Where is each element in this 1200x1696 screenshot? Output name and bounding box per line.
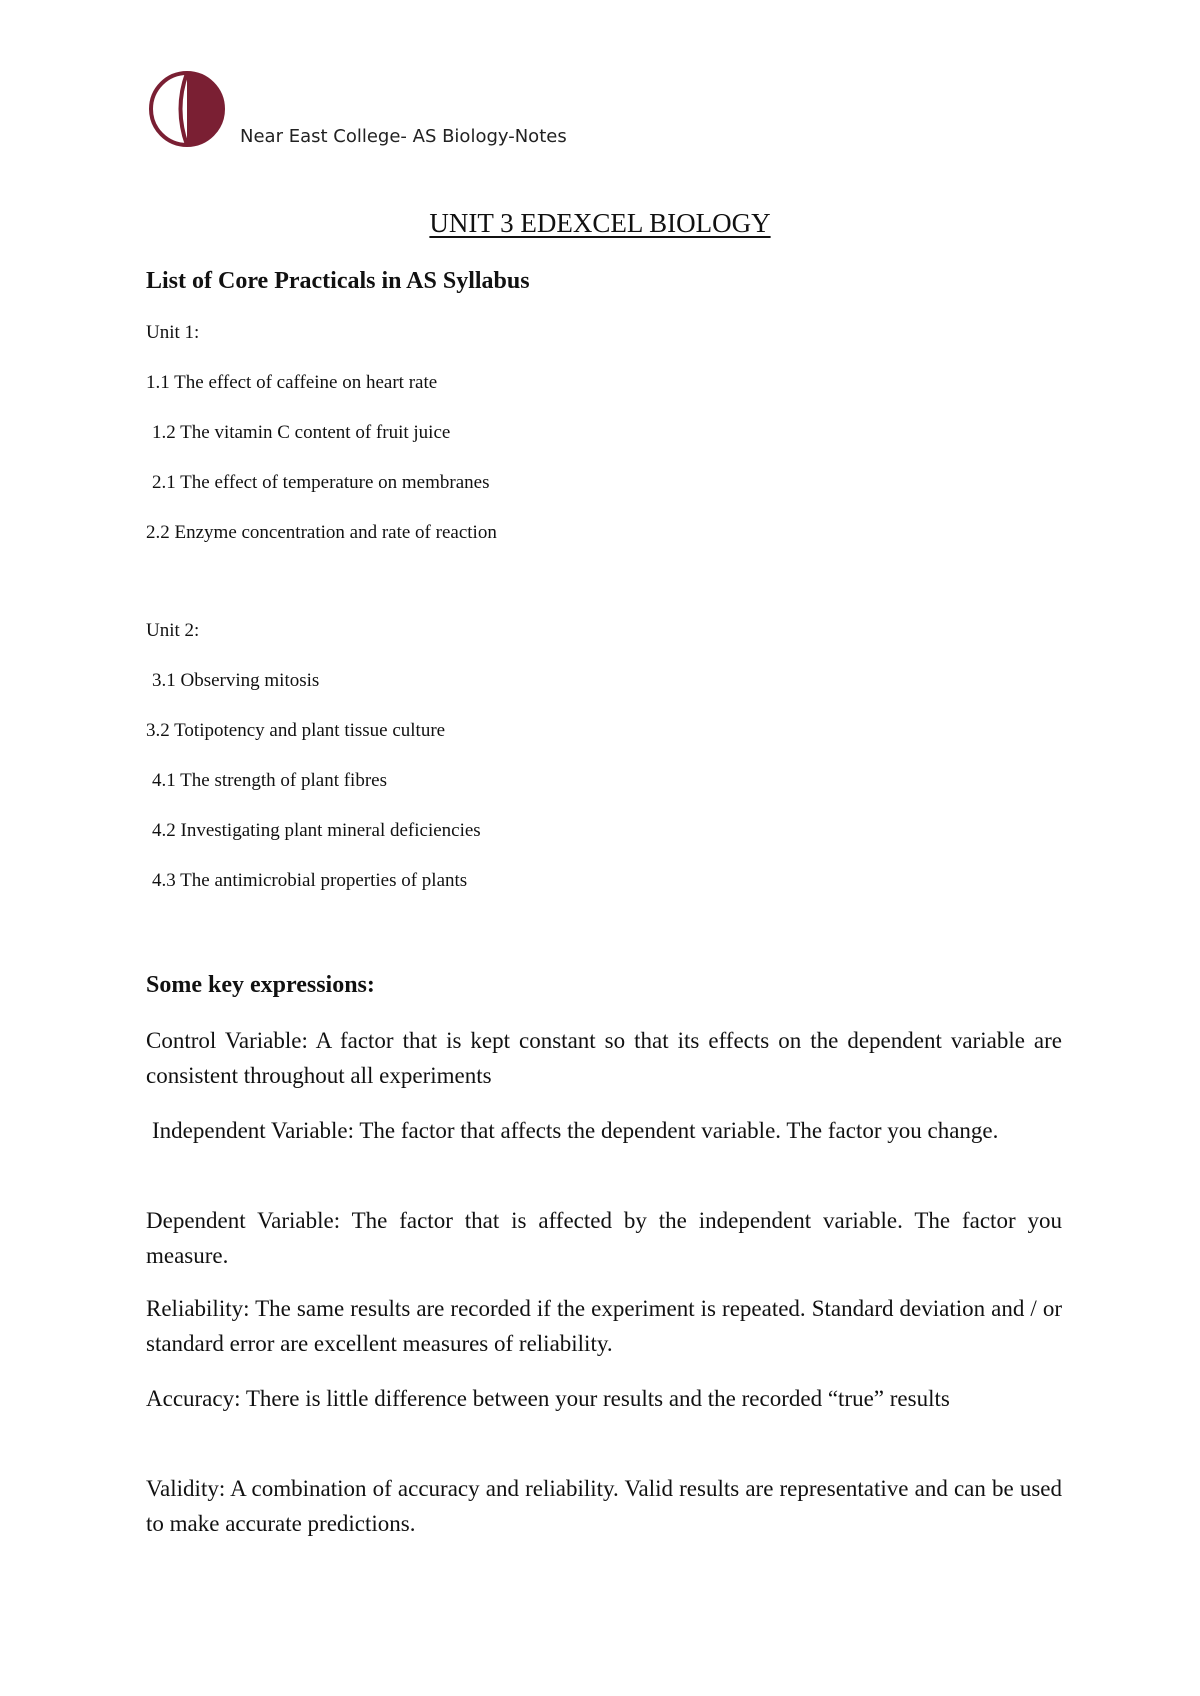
list-item: 2.2 Enzyme concentration and rate of reaction — [146, 522, 497, 543]
unit1-label: Unit 1: — [146, 322, 200, 343]
list-item: 3.1 Observing mitosis — [152, 670, 320, 691]
page-header — [148, 70, 648, 160]
list-item: 1.2 The vitamin C content of fruit juice — [152, 422, 451, 443]
college-label: Near East College- AS Biology-Notes — [240, 126, 567, 147]
list-item: 4.3 The antimicrobial properties of plants — [152, 870, 468, 891]
unit2-label: Unit 2: — [146, 620, 200, 641]
list-item: 3.2 Totipotency and plant tissue culture — [146, 720, 446, 741]
list-item: 4.2 Investigating plant mineral deficiencies — [152, 820, 481, 841]
list-item: 4.1 The strength of plant fibres — [152, 770, 387, 791]
definition-dependent-variable: Dependent Variable: The factor that is affected by the independent variable. The factor you measure. — [146, 1208, 1062, 1268]
definition-reliability: Reliability: The same results are recorded if the experiment is repeated. Standard deviation and / or standard error are excellent measures of reliability. — [146, 1296, 1062, 1356]
document-title: UNIT 3 EDEXCEL BIOLOGY — [429, 208, 771, 238]
definition-control-variable: Control Variable: A factor that is kept constant so that its effects on the dependent variable are consistent throughout all experiments — [146, 1028, 1062, 1088]
definition-accuracy: Accuracy: There is little difference between your results and the recorded “true” results — [146, 1386, 950, 1411]
key-expressions-heading: Some key expressions: — [146, 972, 375, 998]
list-item: 2.1 The effect of temperature on membranes — [152, 472, 490, 493]
definition-validity: Validity: A combination of accuracy and reliability. Valid results are representative and can be used to make accurate predictions. — [146, 1476, 1062, 1536]
list-item: 1.1 The effect of caffeine on heart rate — [146, 372, 438, 393]
college-logo-icon — [148, 70, 226, 148]
definition-independent-variable: Independent Variable: The factor that affects the dependent variable. The factor you change. — [152, 1118, 999, 1143]
section-subtitle: List of Core Practicals in AS Syllabus — [146, 268, 530, 294]
